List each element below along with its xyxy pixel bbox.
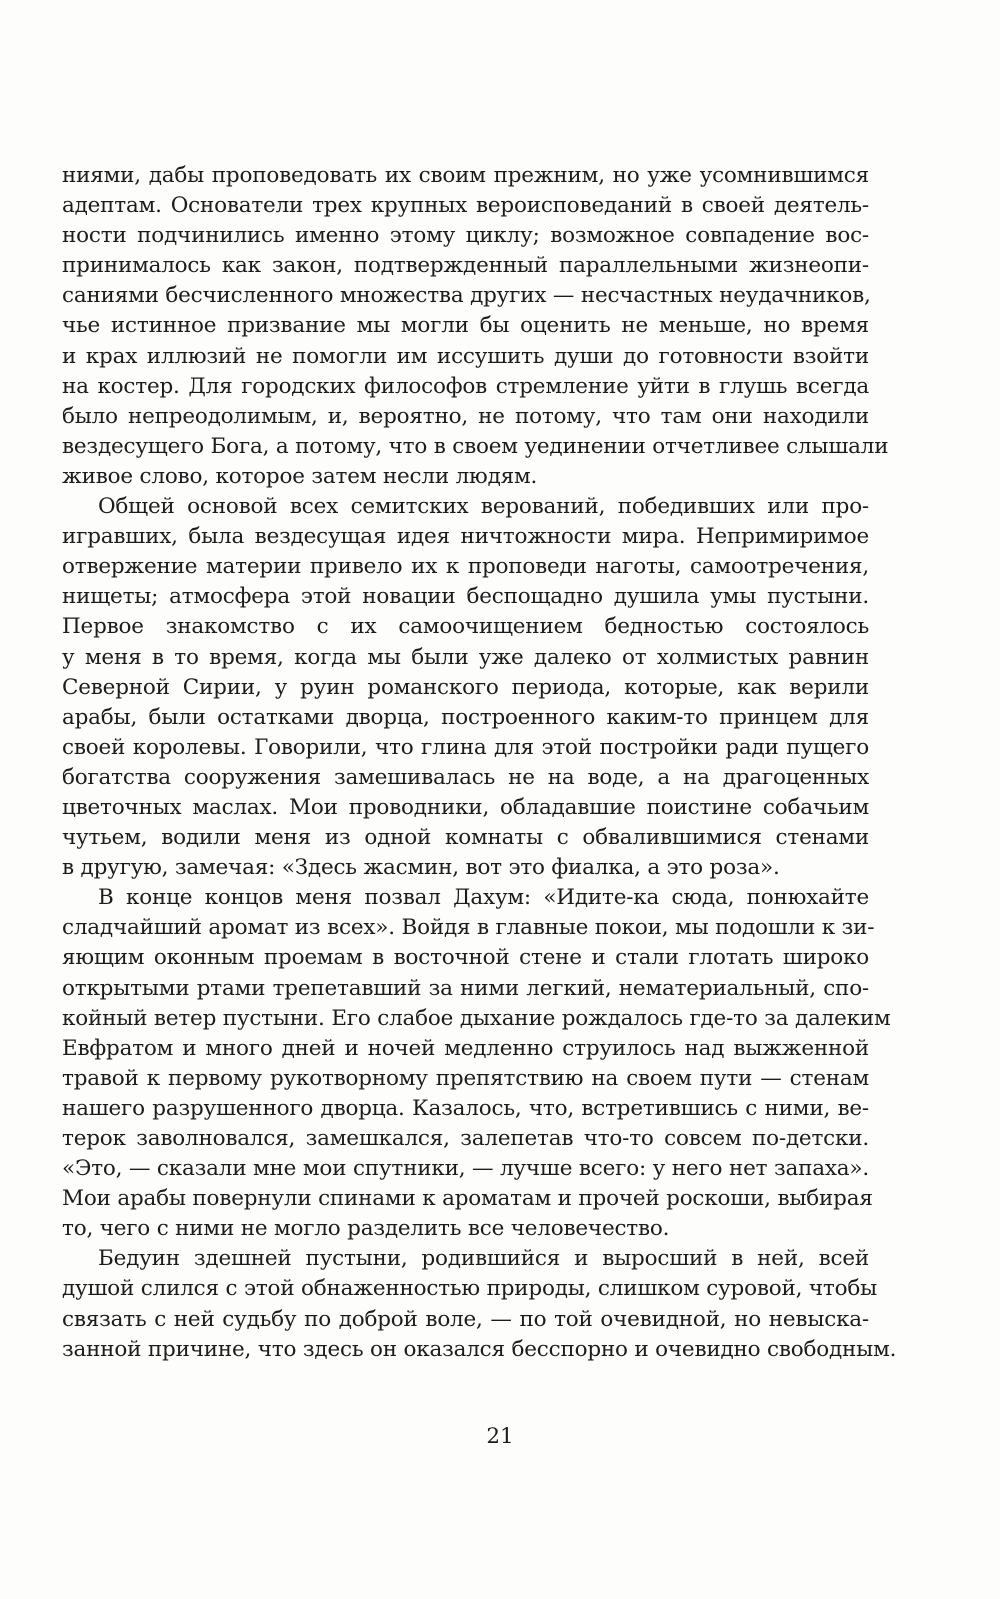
text-line: открытыми ртами трепетавший за ними легкий, нематериальный, спо- — [62, 975, 869, 1001]
text-line: Бедуин здешней пустыни, родившийся и выросший в ней, всей — [98, 1246, 869, 1272]
text-line: Северной Сирии, у руин романского периода, которые, как верили — [62, 674, 869, 700]
text-line: терок заволновался, замешкался, залепетав что-то совсем по-детски. — [62, 1126, 869, 1151]
text-line: принималось как закон, подтвержденный параллельными жизнеопи- — [62, 253, 869, 279]
text-line: богатства сооружения замешивалась не на воде, а на драгоценных — [62, 764, 869, 790]
text-line: цветочных маслах. Мои проводники, обладавшие поистине собачьим — [62, 794, 869, 820]
text-line: койный ветер пустыни. Его слабое дыхание рождалось где-то за далеким — [62, 1005, 891, 1031]
text-line: душой слился с этой обнаженностью природы, слишком суровой, чтобы — [62, 1276, 878, 1302]
text-line: чутьем, водили меня из одной комнаты с обвалившимися стенами — [62, 825, 869, 851]
body-text — [62, 161, 897, 1365]
text-line: сладчайший аромат из всех». Войдя в главные покои, мы подошли к зи- — [62, 915, 875, 941]
text-line: нищеты; атмосфера этой новации беспощадно душила умы пустыни. — [62, 584, 869, 610]
text-line: Евфратом и много дней и ночей медленно струилось над выжженной — [62, 1035, 869, 1061]
text-line: у меня в то время, когда мы были уже далеко от холмистых равнин — [62, 644, 869, 670]
text-line: игравших, была вездесущая идея ничтожности мира. Непримиримое — [62, 524, 869, 550]
text-line: нашего разрушенного дворца. Казалось, что, встретившись с ними, ве- — [62, 1095, 869, 1121]
text-line: «Это, — сказали мне мои спутники, — лучше всего: у него нет запаха». — [62, 1156, 869, 1182]
text-line: отвержение материи привело их к проповеди наготы, самоотречения, — [62, 554, 869, 580]
text-line: В конце концов меня позвал Дахум: «Идите-ка сюда, понюхайте — [98, 885, 869, 911]
text-line: саниями бесчисленного множества других — несчастных неудачников, — [62, 283, 871, 309]
text-line: арабы, были остатками дворца, построенного каким-то принцем для — [62, 704, 869, 730]
page-number: 21 — [486, 1424, 514, 1449]
text-line: на костер. Для городских философов стремление уйти в глушь всегда — [62, 373, 869, 399]
text-line: живое слово, которое затем несли людям. — [62, 463, 538, 489]
text-line: ниями, дабы проповедовать их своим прежним, но уже усомнившимся — [62, 163, 869, 188]
text-line: Общей основой всех семитских верований, победивших или про- — [98, 494, 869, 520]
text-line: чье истинное призвание мы могли бы оценить не меньше, но время — [62, 313, 869, 339]
text-line: занной причине, что здесь он оказался бесспорно и очевидно свободным. — [62, 1336, 897, 1362]
text-line: своей королевы. Говорили, что глина для этой постройки ради пущего — [62, 734, 869, 760]
text-line: в другую, замечая: «Здесь жасмин, вот это фиалка, а это роза». — [62, 855, 780, 881]
text-line: Мои арабы повернули спинами к ароматам и прочей роскоши, выбирая — [62, 1186, 873, 1212]
text-line: связать с ней судьбу по доброй воле, — по той очевидной, но невыска- — [62, 1306, 869, 1332]
text-line: и крах иллюзий не помогли им иссушить души до готовности взойти — [62, 343, 869, 369]
text-line: вездесущего Бога, а потому, что в своем уединении отчетливее слышали — [62, 433, 889, 459]
text-line: яющим оконным проемам в восточной стене и стали глотать широко — [62, 945, 869, 971]
text-line: ности подчинились именно этому циклу; возможное совпадение вос- — [62, 223, 869, 249]
text-line: то, чего с ними не могло разделить все человечество. — [62, 1216, 670, 1242]
text-line: травой к первому рукотворному препятствию на своем пути — стенам — [62, 1065, 869, 1091]
text-line: Первое знакомство с их самоочищением бедностью состоялось — [62, 614, 869, 640]
text-line: было непреодолимым, и, вероятно, не потому, что там они находили — [62, 403, 869, 429]
text-line: адептам. Основатели трех крупных вероисповеданий в своей деятель- — [62, 193, 869, 219]
